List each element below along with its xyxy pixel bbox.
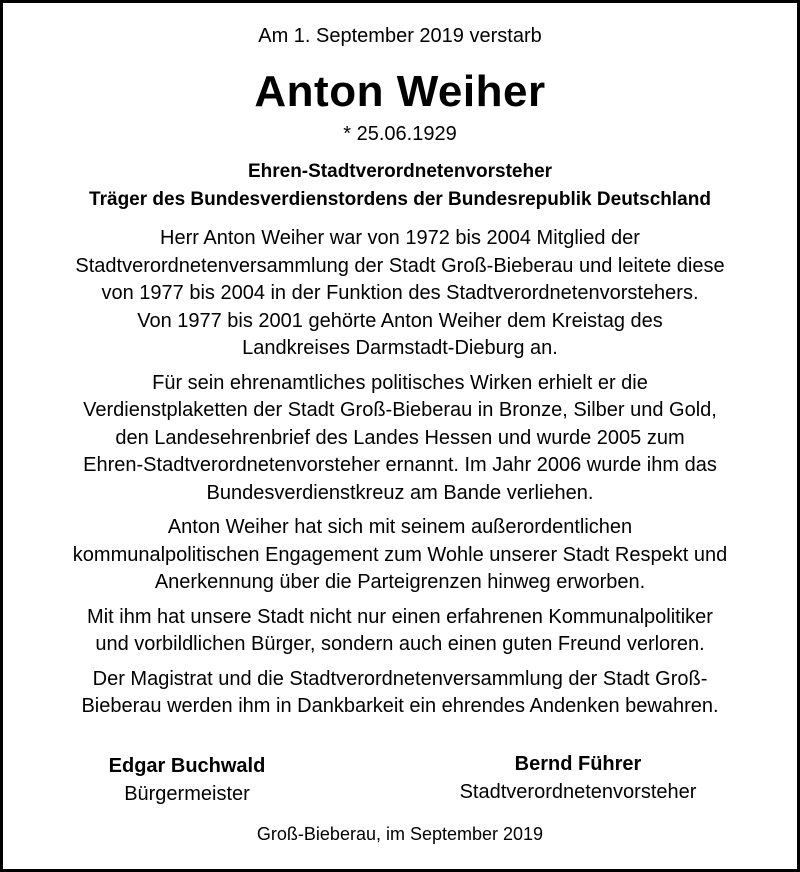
text-line: Verdienstplaketten der Stadt Groß-Bieberau in Bronze, Silber und Gold, bbox=[83, 399, 717, 421]
paragraph-honors bbox=[23, 370, 777, 508]
text-line: Der Magistrat und die Stadtverordnetenversammlung der Stadt Groß- bbox=[92, 667, 708, 690]
place-and-date: Groß-Bieberau, im September 2019 bbox=[256, 824, 544, 844]
paragraph-remembrance bbox=[23, 666, 777, 721]
honorary-titles bbox=[3, 158, 797, 214]
title-line: Träger des Bundesverdienstordens der Bundesrepublik Deutschland bbox=[89, 189, 711, 210]
birth-date: * 25.06.1929 bbox=[343, 123, 457, 145]
text-line: Ehren-Stadtverordnetenvorsteher ernannt. Im Jahr 2006 wurde ihm das bbox=[83, 454, 717, 476]
text-line: Bieberau werden ihm in Dankbarkeit ein ehrendes Andenken bewahren. bbox=[81, 695, 719, 717]
signatory-role: Bürgermeister bbox=[124, 783, 250, 805]
text-line: von 1977 bis 2004 in der Funktion des Stadtverordnetenvorstehers. bbox=[101, 282, 699, 304]
text-line: kommunalpolitischen Engagement zum Wohle unserer Stadt Respekt und bbox=[72, 543, 728, 566]
signatory-name: Edgar Buchwald bbox=[108, 755, 266, 777]
text-line: Für sein ehrenamtliches politisches Wirken erhielt er die bbox=[152, 371, 648, 394]
text-line: Anton Weiher hat sich mit seinem außerordentlichen bbox=[167, 516, 633, 538]
text-line: den Landesehrenbrief des Landes Hessen und wurde 2005 zum bbox=[115, 426, 685, 449]
text-line: Bundesverdienstkreuz am Bande verliehen. bbox=[206, 481, 594, 504]
text-line: Mit ihm hat unsere Stadt nicht nur einen erfahrenen Kommunalpolitiker bbox=[87, 605, 713, 628]
text-line: Stadtverordnetenversammlung der Stadt Groß-Bieberau und leitete diese bbox=[75, 254, 725, 277]
signatory-role: Stadtverordnetenvorsteher bbox=[459, 781, 697, 803]
title-line: Ehren-Stadtverordnetenvorsteher bbox=[247, 161, 553, 182]
signature-mayor bbox=[67, 753, 307, 809]
paragraph-engagement bbox=[23, 514, 777, 597]
signature-council-chair bbox=[413, 751, 743, 807]
deceased-name: Anton Weiher bbox=[254, 67, 546, 116]
text-line: Herr Anton Weiher war von 1972 bis 2004 Mitglied der bbox=[160, 227, 640, 249]
paragraph-loss bbox=[23, 604, 777, 659]
signatory-name: Bernd Führer bbox=[514, 753, 642, 775]
paragraph-career bbox=[23, 225, 777, 363]
text-line: Von 1977 bis 2001 gehörte Anton Weiher dem Kreistag des bbox=[137, 309, 663, 332]
obituary-body bbox=[23, 225, 777, 728]
intro-line: Am 1. September 2019 verstarb bbox=[258, 25, 542, 47]
text-line: Anerkennung über die Parteigrenzen hinweg erworben. bbox=[154, 571, 646, 593]
text-line: und vorbildlichen Bürger, sondern auch einen guten Freund verloren. bbox=[95, 633, 705, 655]
text-line: Landkreises Darmstadt-Dieburg an. bbox=[242, 337, 558, 359]
